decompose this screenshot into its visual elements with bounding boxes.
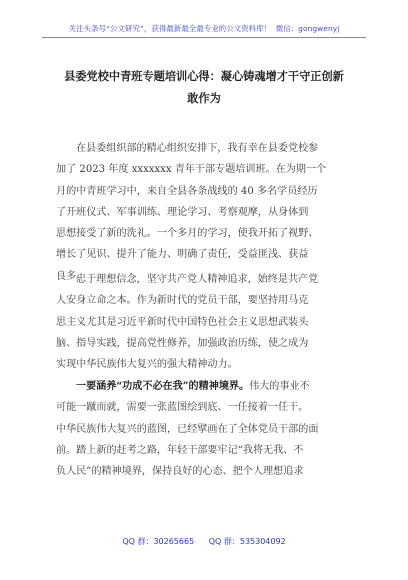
- paragraph-line: [56, 376, 352, 397]
- paragraph-line: 思想接受了新的洗礼。一个多月的学习，使我开拓了视野、: [56, 228, 319, 240]
- paragraph-line: 良多。: [56, 270, 87, 282]
- qq-group-2: QQ 群：535304092: [208, 537, 286, 546]
- paragraph-1: [56, 138, 352, 287]
- qq-group-1: QQ 群：30265665: [122, 537, 195, 546]
- paragraph-line: 在县委组织部的精心组织安排下，我有幸在县委党校参: [76, 143, 319, 154]
- paragraph-line: 可能一蹴而就，需要一张蓝图绘到底、一任接着一任干。: [56, 402, 309, 414]
- paragraph-line: 加了 2023 年度 xxxxxxx 青年干部专题培训班。在为期一个: [56, 164, 327, 176]
- heading-continuation: 伟大的事业不: [249, 381, 310, 392]
- paragraph-line: 月的中青班学习中，来自全县各条战线的 40 多名学员经历: [56, 185, 318, 197]
- section-heading: 一要涵养“功成不必在我”的精神境界。: [76, 381, 250, 392]
- paragraph-line: 增长了见识、提升了能力、明确了责任，受益匪浅、获益: [56, 249, 309, 261]
- title-line-1: 县委党校中青班专题培训心得：凝心铸魂增才干守正创新: [64, 70, 344, 83]
- header-divider: [42, 37, 366, 38]
- paragraph-line: 脑、指导实践，提高党性修养，加强政治历练，使之成为: [56, 337, 309, 349]
- header-banner: [0, 23, 408, 34]
- banner-text: 关注头条号“公文研究”，获得最新最全最专业的公文资料库！: [68, 24, 272, 33]
- footer: [0, 536, 408, 547]
- paragraph-line: 人安身立命之本。作为新时代的党员干部，要坚持用马克: [56, 295, 309, 307]
- paragraph-line: 了开班仪式、军事训练、理论学习、考察观摩，从身体到: [56, 206, 309, 218]
- paragraph-line: 思主义尤其是习近平新时代中国特色社会主义思想武装头: [56, 316, 309, 328]
- paragraph-3: [56, 376, 352, 482]
- title-line-2: 敢作为: [187, 92, 221, 105]
- paragraph-line: 实现中华民族伟大复兴的强大精神动力。: [56, 359, 238, 371]
- wechat-id: 微信：gongwenyj: [275, 24, 340, 33]
- document-title: [58, 66, 350, 110]
- paragraph-line: 前。踏上新的赶考之路，年轻干部要牢记“我将无我、不: [56, 444, 304, 456]
- paragraph-2: [56, 269, 352, 375]
- paragraph-line: 负人民”的精神境界，保持良好的心态、把个人理想追求: [56, 466, 304, 478]
- paragraph-line: 忠于理想信念，坚守共产党人精神追求，始终是共产党: [76, 274, 319, 285]
- paragraph-line: 中华民族伟大复兴的蓝图，已经擘画在了全体党员干部的面: [56, 423, 319, 435]
